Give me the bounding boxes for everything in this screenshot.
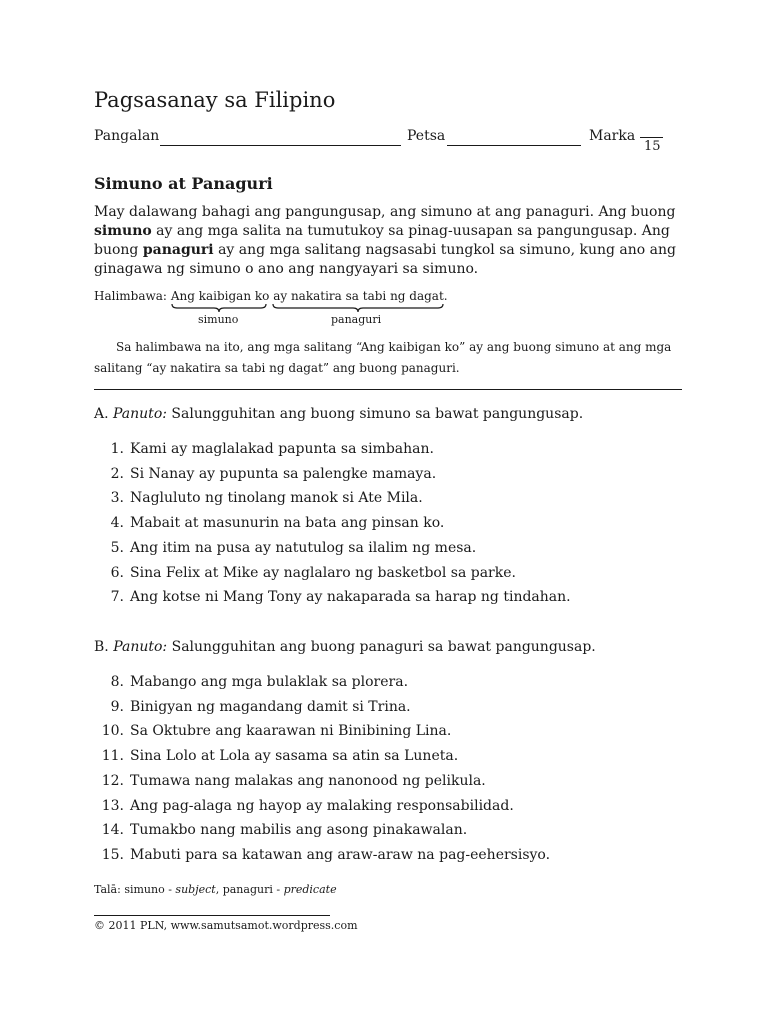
intro-text-3: ay ang mga salitang nagsasabi tungkol sa simuno, kung ano ang ginagawa ng simuno o ano ang nangyayari sa simuno. <box>94 242 676 277</box>
part-a-text: Salungguhitan ang buong simuno sa bawat pangungusap. <box>166 406 584 422</box>
list-item <box>94 565 516 581</box>
explanation-paragraph: Sa halimbawa na ito, ang mga salitang “Ang kaibigan ko” ay ang buong simuno at ang mga salitang “ay nakatira sa tabi ng dagat” ang buong panaguri. <box>94 340 672 375</box>
list-item <box>94 589 571 605</box>
intro-paragraph <box>94 203 684 279</box>
part-a-label: Panuto: <box>113 406 167 422</box>
intro-bold-panaguri: panaguri <box>142 242 214 258</box>
section-title: Simuno at Panaguri <box>94 174 273 193</box>
example-period: . <box>443 289 448 303</box>
part-b-label: Panuto: <box>113 639 168 655</box>
part-b-text: Salungguhitan ang buong panaguri sa bawat pangungusap. <box>167 639 596 655</box>
item-sentence: Mabuti para sa katawan ang araw-araw na pag-eehersisyo. <box>130 846 551 863</box>
list-item <box>94 699 411 715</box>
item-number: 1. <box>110 441 124 457</box>
example-label: Halimbawa: <box>94 289 167 303</box>
part-a-letter: A. <box>94 406 109 422</box>
list-item <box>94 822 467 838</box>
list-item <box>94 847 550 863</box>
subject-label: simuno <box>198 313 239 326</box>
item-number: 4. <box>110 515 124 532</box>
note <box>94 883 337 896</box>
item-sentence: Binigyan ng magandang damit si Trina. <box>130 698 411 715</box>
score-label: Marka <box>589 128 636 144</box>
list-item <box>94 723 451 739</box>
list-item <box>94 674 408 690</box>
item-number: 14. <box>101 822 124 839</box>
item-number: 13. <box>101 797 124 814</box>
worksheet-title: Pagsasanay sa Filipino <box>94 88 336 112</box>
list-item <box>94 773 486 789</box>
list-item <box>94 798 514 814</box>
item-sentence: Ang itim na pusa ay natutulog sa ilalim ng mesa. <box>130 539 477 556</box>
item-sentence: Sina Lolo at Lola ay sasama sa atin sa Luneta. <box>130 748 459 765</box>
predicate-brace <box>272 303 444 313</box>
item-number: 7. <box>110 589 124 606</box>
score-denominator: 15 <box>644 139 661 154</box>
list-item <box>94 466 436 482</box>
list-item <box>94 441 434 457</box>
score-field[interactable] <box>640 137 663 138</box>
item-number: 8. <box>110 674 124 690</box>
note-middle: , panaguri - <box>215 883 284 896</box>
item-sentence: Sa Oktubre ang kaarawan ni Binibining Lina. <box>130 723 452 740</box>
list-item <box>94 490 423 506</box>
name-label: Pangalan <box>94 128 160 144</box>
name-field[interactable] <box>160 145 401 146</box>
part-b-letter: B. <box>94 639 109 655</box>
item-sentence: Nagluluto ng tinolang manok si Ate Mila. <box>130 490 423 507</box>
part-b-instruction <box>94 639 596 655</box>
item-number: 9. <box>110 698 124 715</box>
subject-brace <box>171 303 267 313</box>
item-number: 5. <box>110 539 124 556</box>
item-number: 3. <box>110 490 124 507</box>
item-sentence: Sina Felix at Mike ay naglalaro ng basketbol sa parke. <box>130 564 516 581</box>
intro-text-1: May dalawang bahagi ang pangungusap, ang simuno at ang panaguri. Ang buong <box>94 204 676 220</box>
item-number: 15. <box>101 846 124 863</box>
copyright: © 2011 PLN, www.samutsamot.wordpress.com <box>94 919 358 932</box>
item-sentence: Ang pag-alaga ng hayop ay malaking responsabilidad. <box>130 797 514 814</box>
note-prefix: Talā: simuno - <box>94 883 176 896</box>
list-item <box>94 540 476 556</box>
part-a-instruction <box>94 406 583 422</box>
item-number: 12. <box>101 772 124 789</box>
section-divider <box>94 389 682 390</box>
item-sentence: Tumawa nang malakas ang nanonood ng pelikula. <box>130 772 486 789</box>
example-sentence <box>94 289 448 303</box>
list-item <box>94 748 458 764</box>
item-sentence: Mabait at masunurin na bata ang pinsan ko. <box>130 515 445 532</box>
item-number: 10. <box>101 723 124 740</box>
date-label: Petsa <box>407 128 446 144</box>
note-subject: subject <box>175 883 216 896</box>
item-sentence: Mabango ang mga bulaklak sa plorera. <box>130 674 409 690</box>
intro-text-2: ay ang mga salita na tumutukoy sa pinag-uusapan sa pangungusap. Ang buong <box>94 223 670 258</box>
predicate-label: panaguri <box>331 313 382 326</box>
item-number: 6. <box>110 564 124 581</box>
example-subject: Ang kaibigan ko <box>170 289 270 303</box>
date-field[interactable] <box>447 145 581 146</box>
example-predicate: ay nakatira sa tabi ng dagat <box>273 289 444 303</box>
item-number: 11. <box>101 748 124 765</box>
item-sentence: Si Nanay ay pupunta sa palengke mamaya. <box>130 465 437 482</box>
note-predicate: predicate <box>283 883 337 896</box>
item-sentence: Ang kotse ni Mang Tony ay nakaparada sa harap ng tindahan. <box>130 589 571 606</box>
item-sentence: Tumakbo nang mabilis ang asong pinakawalan. <box>130 822 468 839</box>
list-item <box>94 515 444 531</box>
item-number: 2. <box>110 465 124 482</box>
item-sentence: Kami ay maglalakad papunta sa simbahan. <box>130 441 434 457</box>
intro-bold-simuno: simuno <box>94 223 152 239</box>
footnote-rule <box>94 915 330 916</box>
